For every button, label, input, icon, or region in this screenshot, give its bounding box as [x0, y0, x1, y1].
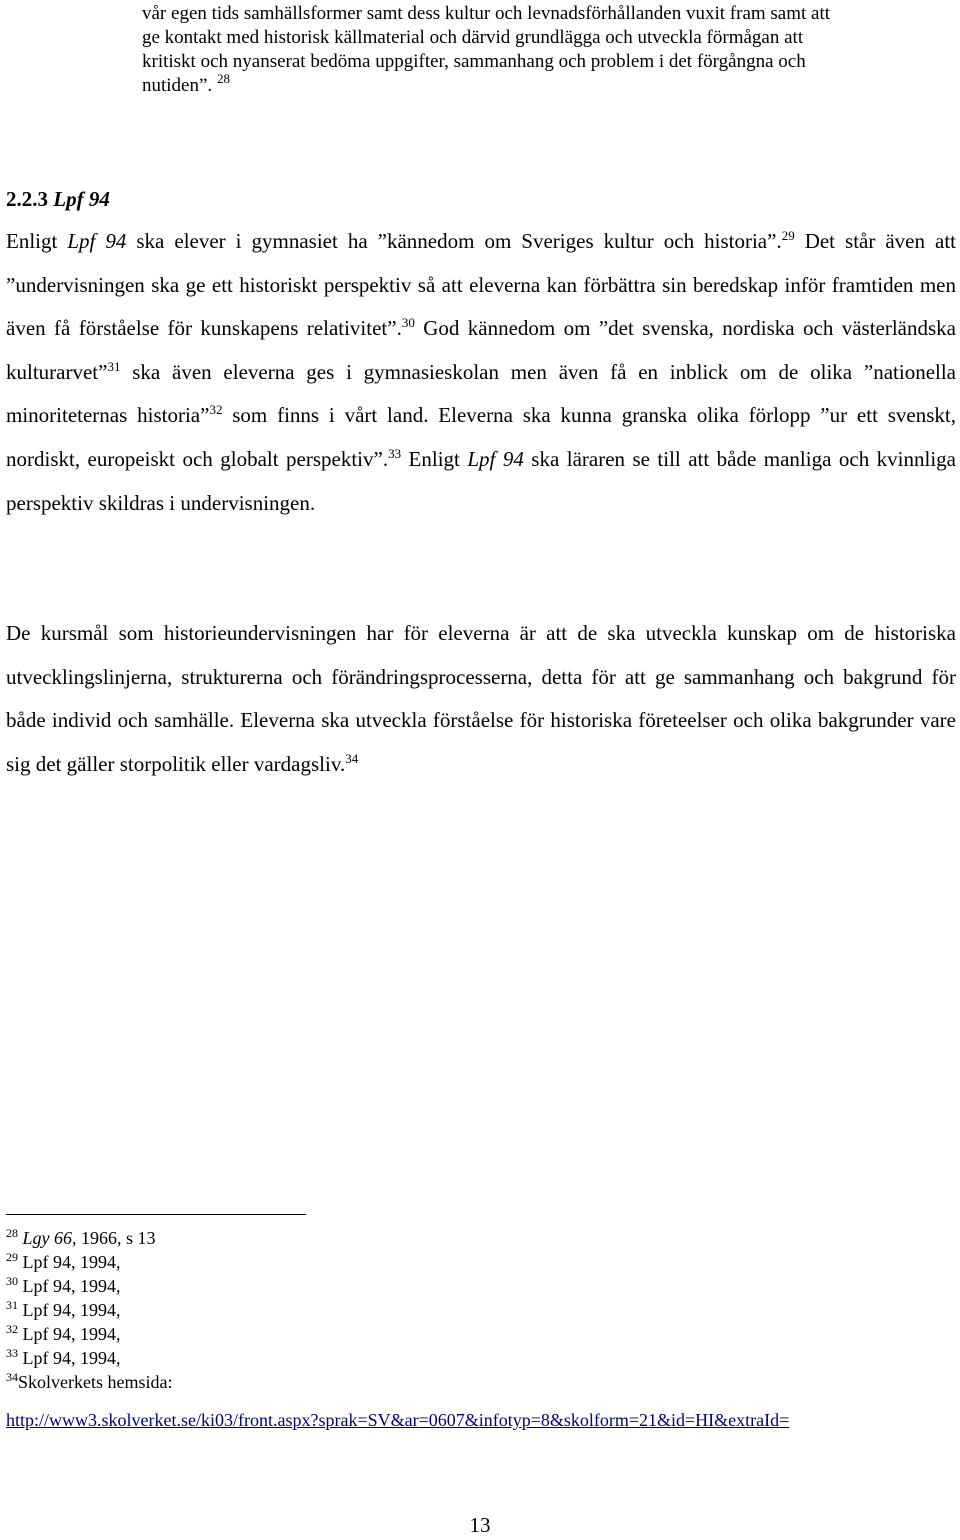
footnote-ref-31: 31: [107, 358, 121, 374]
footnote-item: [6, 1226, 956, 1250]
footnote-item: [6, 1250, 956, 1274]
footnote-ref-30: 30: [401, 315, 415, 331]
footnote-ref-33: 33: [388, 445, 402, 461]
footnote-url-line: [6, 1410, 789, 1431]
page-number: 13: [469, 1513, 491, 1537]
footnote-ref-34: 34: [345, 750, 359, 766]
text-run: De kursmål som historieundervisningen har för eleverna är att de ska utveckla kunskap om de historiska utvecklingslinjerna, strukturerna och förändringsprocesserna, detta för att ge sammanhang och bakgrund för både individ och samhälle. Eleverna ska utveckla förståelse för historiska företeelser och olika bakgrunder vare sig det gäller storpolitik eller vardagsliv.: [6, 621, 956, 776]
footnote-text: Lpf 94, 1994,: [18, 1348, 121, 1368]
skolverket-link[interactable]: http://www3.skolverket.se/ki03/front.aspx?sprak=SV&ar=0607&infotyp=8&skolform=21&id=HI&extraId: [6, 1410, 780, 1430]
text-run: God kännedom om ”det svenska, nordiska och västerländska kulturarvet”: [6, 316, 956, 384]
text-run-italic: Lpf 94: [467, 446, 524, 471]
footnote-number: 34: [6, 1370, 18, 1384]
section-title: Lpf 94: [53, 187, 110, 211]
footnote-italic: Lgy 66: [22, 1228, 72, 1248]
text-run: ska även eleverna ges i gymnasieskolan men även få en inblick om de olika ”nationella minoriteternas historia”: [6, 359, 956, 428]
url-tail: =: [779, 1410, 790, 1430]
footnote-number: 29: [6, 1250, 18, 1264]
footnote-item: [6, 1274, 956, 1298]
footnote-number: 31: [6, 1298, 18, 1312]
footnote-ref-29: 29: [781, 228, 795, 243]
block-quote: [142, 2, 842, 98]
text-run: ska elever i gymnasiet ha ”kännedom om Sveriges kultur och historia”.: [126, 229, 782, 253]
footnote-item: [6, 1370, 956, 1394]
footnote-text: , 1966, s 13: [72, 1228, 156, 1248]
footnote-number: 30: [6, 1274, 18, 1288]
footnote-ref-28: 28: [216, 71, 230, 86]
footnote-number: 32: [6, 1322, 18, 1336]
body-paragraph-1: [6, 220, 956, 525]
section-heading: [6, 184, 110, 214]
footnote-text: Lpf 94, 1994,: [18, 1276, 121, 1296]
section-number: 2.2.3: [6, 187, 48, 211]
text-run: som finns i vårt land. Eleverna ska kunna granska olika förlopp ”ur ett svenskt, nordiskt, europeiskt och globalt perspektiv”.: [6, 403, 957, 471]
text-run: Det står även att ”undervisningen ska ge ett historiskt perspektiv så att eleverna kan förbättra sin beredskap inför framtiden men även få förståelse för kunskapens relativitet”.: [6, 229, 956, 341]
footnote-item: [6, 1322, 956, 1346]
footnote-separator: [6, 1214, 306, 1215]
text-run-italic: Lpf 94: [67, 229, 127, 253]
footnote-item: [6, 1346, 956, 1370]
footnote-text: Lpf 94, 1994,: [18, 1300, 121, 1320]
footnote-number: 33: [6, 1346, 18, 1360]
text-run: Enligt: [401, 446, 468, 471]
quote-text: vår egen tids samhällsformer samt dess kultur och levnadsförhållanden vuxit fram samt att ge kontakt med historisk källmaterial och därvid grundlägga och utveckla förmågan att kritiskt och nyanserat bedöma uppgifter, sammanhang och problem i det förgångna och nutiden”.: [142, 3, 831, 96]
footnote-number: 28: [6, 1226, 18, 1240]
footnote-text: Lpf 94, 1994,: [18, 1324, 121, 1344]
footnote-text: Lpf 94, 1994,: [18, 1252, 121, 1272]
body-paragraph-2: [6, 612, 956, 786]
footnote-ref-32: 32: [209, 402, 223, 418]
text-run: Enligt: [6, 229, 68, 253]
footnote-text: Skolverkets hemsida:: [18, 1372, 173, 1392]
footnotes: [6, 1226, 956, 1394]
footnote-item: [6, 1298, 956, 1322]
text-run: ska läraren se till att både manliga och kvinnliga perspektiv skildras i undervisningen.: [6, 446, 956, 515]
